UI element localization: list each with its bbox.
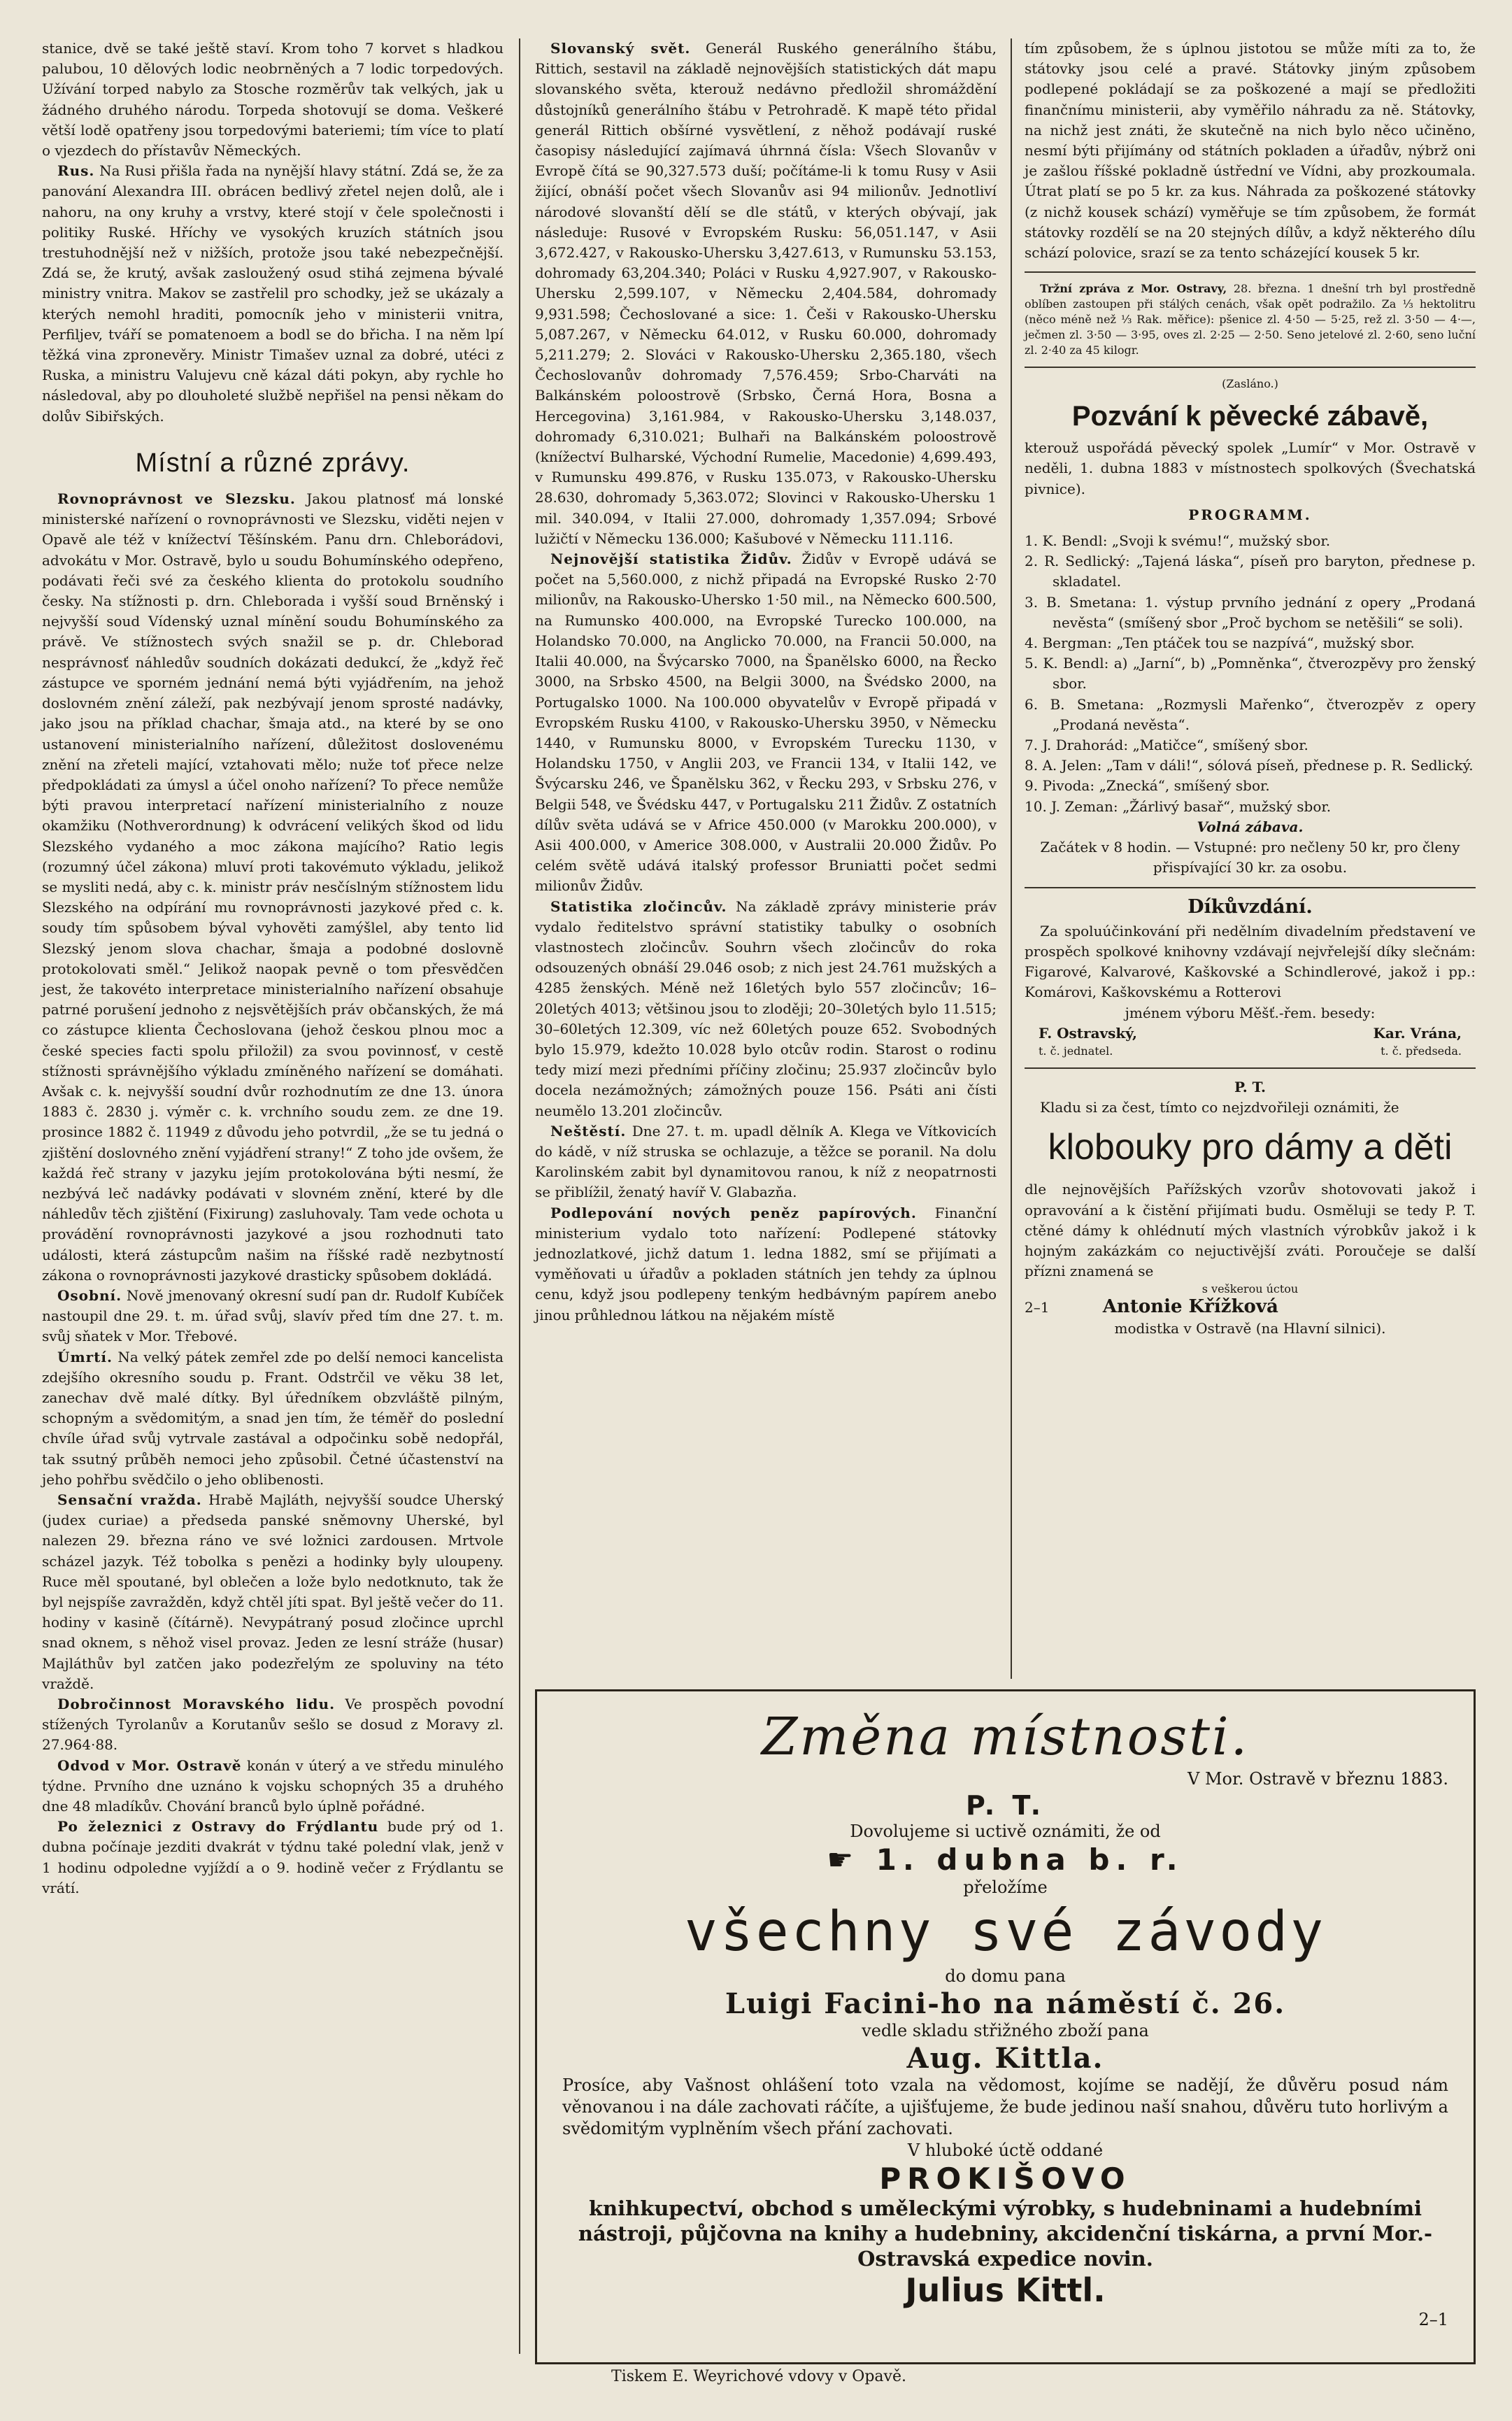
- article-text: Dne 27. t. m. upadl dělník A. Klega ve Vítkovicích do kádě, v níž struska se ochlazuje, a těžce se poranil. Na dolu Karolinském zabit byl dynamitovou ranou, k níž z neopatrnosti se přiblížil, ženatý havíř V. Glabazňa.: [535, 1122, 997, 1201]
- signer-right: Kar. Vrána,: [1373, 1024, 1462, 1042]
- ad-body: Prosíce, aby Vašnost ohlášení toto vzala na vědomost, kojíme se nadějí, že důvěru posud nám věnovanou i na dále zachovati ráčíte, a ujišťujeme, že bude jedinou naší snahou, důvěru tuto horlivým a svědomitým vyplněním všech přání zachovati.: [562, 2075, 1448, 2138]
- article-text: Finanční ministerium vydalo toto nařízení: Podlepené státovky jednozlatkové, jichž datum 1. ledna 1882, smí se přijímati a vyměňovati u úřadův a pokladen státních jen tehdy za úplnou cenu, když jsou podlepeny tenkým hedbávným papírem anebo jinou průhlednou látkou na nějakém místě: [535, 1204, 997, 1323]
- signer-left: F. Ostravský,: [1039, 1024, 1137, 1042]
- program-item: 8. A. Jelen: „Tam v dáli!“, sólová píseň, přednese p. R. Sedlický.: [1025, 757, 1474, 774]
- ad-line3: do domu pana: [945, 1966, 1066, 1986]
- article-odvod: [42, 1756, 504, 1817]
- article-statistika-zidu: [535, 549, 997, 896]
- thanks-text: Za spoluúčinkování při nedělním divadelním představení ve prospěch spolkové knihovny vzdávají nejvřelejší díky slečnám: Figarové, Kalvarové, Kaškovské a Schindlerové, jakož i pp.: Komárovi, Kaškovskému a Rotterovi: [1025, 922, 1476, 1001]
- program-list: [1025, 531, 1476, 817]
- article-dobrocinnost: [42, 1694, 504, 1756]
- pointing-hand-icon: ☛: [827, 1843, 876, 1877]
- continuation-paragraph: tím způsobem, že s úplnou jistotou se může míti za to, že státovky jsou celé a pravé. Státovky jiným způsobem podlepené pokládají se za poškozené a mají se předložiti finančnímu ministerii, aby vyměřilo náhradu za ně. Státovky, na nichž jest znáti, že skutečně na nich bylo něco učiněno, nesmí býti přijímány od státních pokladen a úřadův, nýbrž oni je zašlou říšské pokladně ústřední ve Vídni, aby prozkoumala. Útrat platí se po 5 kr. za kus. Náhrada za poškozené státovky (z nichž kousek schází) vyměřuje se tím způsobem, že formát státovky rozdělí se na 20 stejných dílův, a když některého dílu schází polovice, srazí se za tento scházející kousek 5 kr.: [1025, 40, 1476, 262]
- article-vrazda: [42, 1490, 504, 1694]
- article-head: Osobní.: [57, 1286, 122, 1304]
- ad-line2: přeložíme: [963, 1877, 1048, 1897]
- start-info: Začátek v 8 hodin. — Vstupné: pro nečleny 50 kr, pro členy přispívající 30 kr. za osobu.: [1040, 839, 1460, 876]
- column-divider: [519, 38, 520, 2354]
- article-umrti: [42, 1347, 504, 1490]
- signature-roles: [1025, 1044, 1476, 1059]
- article-osobni: [42, 1286, 504, 1347]
- pt-label: P. T.: [1234, 1078, 1266, 1095]
- ad-line1: Dovolujeme si uctivě oznámiti, že od: [850, 1822, 1161, 1841]
- section-title: Místní a různé zprávy.: [135, 448, 411, 478]
- column-3: [1025, 38, 1476, 1339]
- article-text: Na základě zprávy ministerie práv vydalo ředitelstvo správní statistiky tabulky o osobních vlastnostech zločincův. Souhrn všech zločincův do roka odsouzených obnáší 29.046 osob; z nich jest 24.761 mužských a 4285 ženských. Méně než 16letých bylo 557 zločincův; 16–20letých 4013; většinou jsou to zloději; 20–30letých bylo 11.515; 30–60letých 12.309, víc než 60letých pouze 652. Svobodných bylo 15.979, kdežto 10.028 bylo otcův rodin. Starost o rodinu tedy mizí mezi předními příčiny zločinu; 25.937 zločincův bylo docela nezámožných; zámožných pouze 156. Psáti ani čísti neumělo 13.201 zločincův.: [535, 897, 997, 1119]
- divider: [1025, 367, 1476, 368]
- article-text: Ve prospěch povodní stížených Tyrolanův a Korutanův sešlo se dosud z Moravy zl. 27.964·88.: [42, 1696, 504, 1754]
- intro-paragraph: stanice, dvě se také ještě staví. Krom toho 7 korvet s hladkou palubou, 10 dělových lodic neobrněných a 7 lodic torpedových. Užívání torped nabylo za Stosche rozměrův tak velkých, jak u žádného druhého národu. Torpeda shotovují se doma. Veškeré větší lodě opatřeny jsou torpedovými bateriemi; tím více to platí o vjezdech do přístavův Německých.: [42, 40, 504, 159]
- article-head: Po železnici z Ostravy do Frýdlantu: [57, 1818, 379, 1836]
- hats-intro: Kladu si za čest, tímto co nejzdvořileji oznámiti, že: [1040, 1099, 1399, 1116]
- article-statistika-zlocincu: [535, 897, 997, 1121]
- market-report: [1025, 281, 1476, 358]
- article-head: Sensační vražda.: [57, 1491, 202, 1509]
- relocation-advertisement: [535, 1689, 1476, 2364]
- signer-left-role: t. č. jednatel.: [1039, 1044, 1113, 1058]
- newspaper-page: [42, 38, 1476, 2389]
- thanks-sign: jménem výboru Měšť.-řem. besedy:: [1125, 1004, 1376, 1021]
- article-rus: [42, 161, 504, 427]
- invitation-text: kterouž uspořádá pěvecký spolek „Lumír“ v Mor. Ostravě v neděli, 1. dubna 1883 v místnostech spolkových (Švechatská pivnice).: [1025, 439, 1476, 497]
- zaslano-label: (Zasláno.): [1222, 377, 1278, 391]
- ad-signer: Julius Kittl.: [905, 2271, 1106, 2309]
- divider: [1025, 1067, 1476, 1069]
- program-item: 9. Pivoda: „Znecká“, smíšený sbor.: [1025, 777, 1270, 795]
- hats-owner-sub: modistka v Ostravě (na Hlavní silnici).: [1114, 1319, 1386, 1337]
- ad-number: 2–1: [1418, 2310, 1448, 2329]
- thanks-title: Díkůvzdání.: [1188, 895, 1313, 918]
- ad-headline: všechny své závody: [684, 1901, 1327, 1964]
- article-text: bude prý od 1. dubna počínaje jezditi dvakrát v týdnu také polední vlak, jenž v 1 hodinu odpoledne vyjíždí a o 9. hodině večer z Frýdlantu se vrátí.: [42, 1818, 504, 1896]
- article-rovnopravnost: [42, 489, 504, 1286]
- ad-kittl: Aug. Kittla.: [906, 2042, 1104, 2075]
- article-head: Rovnoprávnost ve Slezsku.: [57, 490, 296, 508]
- program-item: 5. K. Bendl: a) „Jarní“, b) „Pomněnka“, čtverozpěvy pro ženský sbor.: [1025, 655, 1476, 693]
- article-text: Na velký pátek zemřel zde po delší nemoci kancelista zdejšího okresního soudu p. Frant. Odstrčil ve věku 38 let, zanechav dvě malé dítky. Byl úředníkem obzvláště pilným, schopným a svědomitým, a snad jen tím, že téměř do poslední chvíle úřad svůj vytrvale zastával a odpočinku sobě nedopřál, tak ssutný průběh nemoci jeho způsobil. Četné účastenství na jeho pohřbu svědčilo o jeho oblibenosti.: [42, 1348, 504, 1488]
- invitation-title: Pozvání k pěvecké zábavě,: [1071, 401, 1429, 432]
- hats-signature-line: [1025, 1297, 1476, 1318]
- program-title: PROGRAMM.: [1188, 506, 1312, 523]
- article-head: Rus.: [57, 162, 95, 180]
- article-head: Podlepování nových peněz papírových.: [550, 1204, 917, 1221]
- article-head: Neštěstí.: [550, 1122, 627, 1139]
- article-head: Statistika zločincův.: [550, 897, 727, 915]
- article-head: Nejnovější statistika Židův.: [550, 551, 792, 568]
- article-head: Úmrtí.: [57, 1348, 113, 1365]
- ad-respect: V hluboké úctě oddané: [907, 2140, 1104, 2160]
- program-item: 6. B. Smetana: „Rozmysli Mařenko“, čtverozpěv z opery „Prodaná nevěsta“.: [1025, 695, 1476, 733]
- article-nestesti: [535, 1121, 997, 1203]
- article-head: Odvod v Mor. Ostravě: [57, 1756, 242, 1774]
- ad-line4: vedle skladu střižného zboží pana: [862, 2021, 1149, 2040]
- program-item: 4. Bergman: „Ten ptáček tou se nazpívá“, mužský sbor.: [1025, 634, 1415, 652]
- ad-title: Změna místnosti.: [761, 1707, 1250, 1767]
- column-divider: [1011, 38, 1012, 1679]
- printer-footer: Tiskem E. Weyrichové vdovy v Opavě.: [611, 2368, 906, 2385]
- article-text: Na Rusi přišla řada na nynější hlavy státní. Zdá se, že za panování Alexandra III. obrácen bedlivý zřetel nejen dolů, ale i nahoru, na ony kruhy a vrstvy, které stojí v čele společnosti i politiky Ruské. Hříchy ve vysokých kruzích státních jsou trestuhodnější než v nižších, protože jsou také nebezpečnější. Zdá se, že krutý, avšak zasloužený osud stihá zejmena bývalé ministry vnitra. Makov se zastřelil pro schodky, jež se ukázaly a kterých nemohl hraditi, pomocník jeho v ministerii vnitra, Perfiljev, tváří se pomatenoem a bodl se do břicha. I na něm lpí těžká vina zpronevěry. Ministr Timašev uznal za dobré, utéci z Ruska, a ministru Valujevu cně kázal dáti pokyn, aby rychle ho následoval, aby po dlouholeté službě nepřišel na pensi někam do dolův Sibiřských.: [42, 162, 504, 425]
- program-item: 10. J. Zeman: „Žárlivý basař“, mužský sbor.: [1025, 797, 1332, 815]
- ad-place-date: V Mor. Ostravě v březnu 1883.: [1187, 1769, 1448, 1789]
- article-zeleznice: [42, 1817, 504, 1898]
- hats-title: klobouky pro dámy a děti: [1048, 1127, 1453, 1168]
- hats-text: dle nejnovějších Pařížských vzorův shotovovati jakož i opravování a k čistění přijímati budu. Osměluji se tedy P. T. ctěné dámy k ohlédnutí mých vlastních výrobkův jakož i k hojným zakázkám co nejuctivější zváti. Poroučeje se další přízni znamená se: [1025, 1181, 1476, 1280]
- market-head: Tržní zpráva z Mor. Ostravy,: [1040, 282, 1227, 296]
- article-head: Slovanský svět.: [550, 40, 691, 57]
- column-1: [42, 38, 504, 1898]
- column-2: [535, 38, 997, 1326]
- ad-firm-desc: knihkupectví, obchod s uměleckými výrobky, s hudebninami a hudebními nástroji, půjčovna na knihy a hudebniny, akcidenční tiskárna, a první Mor.-Ostravská expedice novin.: [578, 2196, 1433, 2271]
- program-item: 3. B. Smetana: 1. výstup prvního jednání z opery „Prodaná nevěsta“ (smíšený sbor „Proč bychom se netěšili“ se soli).: [1025, 593, 1476, 631]
- market-text: 28. března. 1 dnešní trh byl prostředně oblíben zastoupen při stálých cenách, však opět podražilo. Za ⅓ hektolitru (něco méně než ⅓ Rak. měřice): pšenice zl. 4·50 — 5·25, rež zl. 3·50 — 4·—, ječmen zl. 3·50 — 3·95, oves zl. 2·25 — 2·50. Seno jetelové zl. 2·60, seno luční zl. 2·40 za 45 kilogr.: [1025, 282, 1476, 357]
- program-item: 7. J. Drahorád: „Matičce“, smíšený sbor.: [1025, 737, 1308, 754]
- article-podlepovani: [535, 1203, 997, 1326]
- ad-pt: P. T.: [965, 1790, 1046, 1821]
- hats-owner: Antonie Křížková: [1102, 1296, 1278, 1318]
- volna-zabava: Volná zábava.: [1197, 818, 1304, 835]
- program-item: 2. R. Sedlický: „Tajená láska“, píseň pro baryton, přednese p. skladatel.: [1025, 553, 1476, 590]
- program-item: 1. K. Bendl: „Svoji k svému!“, mužský sbor.: [1025, 532, 1331, 550]
- article-text: Generál Ruského generálního štábu, Rittich, sestavil na základě nejnovějších statistických dát mapu slovanského světa, kterouž nedávno předložil shromáždění důstojníků generálního štábu v Petrohradě. K mapě této přidal generál Rittich obšírné vysvětlení, z něhož podávají ruské časopisy následující zajímavá úhrnná čísla: Všech Slovanův v Evropě čítá se 90,327.573 duší; počítáme-li k tomu Rusy v Asii žijící, obnáší počet všech Slovanův asi 94 milionův. Jednotliví národové slovanští dělí se dle států, v kterých obývají, jak následuje: Rusové v Evropském Rusku: 56,051.147, v Asii 3,672.427, v Rakousko-Uhersku 3,427.613, v Rumunsku 53.153, dohromady 63,204.340; Poláci v Rusku 4,927.907, v Rakousko-Uhersku 2,599.107, v Německu 2,404.584, dohromady 9,931.598; Čechoslované a sice: 1. Češi v Rakousko-Uhersku 5,087.267, v Německu 64.012, v Rusku 60.000, dohromady 5,211.279; 2. Slováci v Rakousko-Uhersku 2,365.180, všech Čechoslovanův dohromady 7,576.459; Srbo-Charváti na Balkánském poloostrově (Srbsko, Černá Hora, Bosna a Hercegovina) 3,161.984, v Rakousko-Uhersku 3,148.037, dohromady 6,310.021; Bulhaři na Balkánském poloostrově (knížectví Bulharské, Východní Rumelie, Macedonie) 4,699.493, v Rumunsku 499.876, v Rusku 135.073, v Rakousko-Uhersku 28.630, dohromady 5,363.072; Slovinci v Rakousko-Uhersku 1 mil. 340.094, v Italii 27.000, dohromady 1,357.094; Srbové lužičtí v Německu 136.000; Kašubové v Německu 111.116.: [535, 40, 997, 547]
- article-text: Židův v Evropě udává se počet na 5,560.000, z nichž připadá na Evropské Rusko 2·70 milionův, na Rakousko-Uhersko 1·50 mil., na Německo 600.500, na Rumunsko 400.000, na Evropské Turecko 100.000, na Holandsko 70.000, na Anglicko 70.000, na Francii 50.000, na Italii 40.000, na Švýcarsko 7000, na Španělsko 6000, na Řecko 3000, na Srbsko 4500, na Belgii 3000, na Švédsko 2000, na Portugalsko 1000. Na 100.000 obyvatelův v Evropě připadá v Evropském Rusku 4100, v Rakousko-Uhersku 3950, v Německu 1440, v Rumunsku 8000, v Evropském Turecku 1130, v Holandsku 1750, v Anglii 203, ve Francii 134, v Italii 142, ve Švýcarsku 246, ve Španělsku 362, v Řecku 293, v Srbsku 276, v Belgii 548, ve Švédsku 447, v Portugalsku 211 Židův. Z ostatních dílův světa udává se v Africe 450.000 (v Marokku 200.000), v Asii 400.000, v Americe 308.000, v Australii 20.000 Židův. Po celém světě udává italský professor Bruniatti počet sedmi milionův Židův.: [535, 551, 997, 895]
- divider: [1025, 887, 1476, 888]
- article-head: Dobročinnost Moravského lidu.: [57, 1696, 336, 1713]
- article-text: konán v úterý a ve středu minulého týdne. Prvního dne uznáno k vojsku schopných 35 a druhého dne 48 mladíkův. Chování branců bylo úplně pořádné.: [42, 1756, 504, 1815]
- signer-right-role: t. č. předseda.: [1381, 1044, 1462, 1058]
- hats-respect: s veškerou úctou: [1201, 1282, 1299, 1296]
- signatures: [1025, 1023, 1476, 1044]
- article-slovansky-svet: [535, 38, 997, 549]
- ad-number: 2–1: [1025, 1299, 1050, 1316]
- divider: [1025, 271, 1476, 273]
- article-text: Jakou platnosť má lonské ministerské nařízení o rovnoprávnosti ve Slezsku, viděti nejen v Opavě ale též v knížectví Těšínském. Panu drn. Chleborádovi, advokátu v Mor. Ostravě, bylo u soudu Bohumínského odepřeno, podávati řeči své za českého klienta do protokolu soudního česky. Na stížnosti p. drn. Chleborada i vyšší soud Brněnský i nejvyšší soud Vídenský uznal mínění soudu Bohumínského za právě. Ve stížnostech svých snažil se p. dr. Chleborad nesprávnosť náhledův soudních dokázati dedukcí, že „když řeč zástupce ve sporném jednání nemá býti vyjádřením, na jehož doslovném znění záleží, pak nezbývají jenom sprosté nadávky, jako jsou na příklad chachar, šmaja atd., na které by se ono ustanovení ministerialního nařízení, důležitost doslovenému znění na zřeteli mající, vztahovati mělo; nuže toť přece nelze předpokládati za úmysl a účel onoho nařízení? To přece nemůže býti pravou interpretací nařízení ministerialního z nouze okamžiku (Nothverordnung) k odvrácení velikých škod od lidu Slezského vydaného a moc zákona majícího? Ratio legis (rozumný účel zákona) mluví proti takovémuto výkladu, jelikož se mysliti nedá, aby c. k. ministr práv nesčíslným stížnostem lidu Slezského na odpírání mu rovnoprávnosti jazykové před c. k. soudy tím spůsobem býval vyhověti zamýšlel, aby tento lid Slezský jenom slova chachar, šmaja a podobné doslovně protokolovati směl.“ Jelikož naopak pevně o tom přesvědčen jest, že takovéto interpretace ministerialního nařízení obsahuje patrné porušení jednoho z nejsvětějších práv občanských, že má co zástupce klienta Čechoslovana (jehož českou plnou moc a české species facti spolu přiložil) za svou povinnosť, v cestě stížnosti správnějšího výkladu zmíněného nařízení se domáhati. Avšak c. k. nejvyšší soudní dvůr rozhodnutím ze dne 13. února 1883 č. 2830 j. výměr c. k. vrchního soudu zem. ze dne 19. prosince 1882 č. 11949 z důvodu jeho potvrdil, „že se tu jedná o zjištění doslovného znění vyjádření strany!“ Z toho jde ovšem, že každá řeč strany v jazyku jejím protokolována býti nesmí, že nezbývá leč nadávky podávati v slovném znění, které by dle náhledův těch zjištění (Fixirung) zasluhovaly. Tam vede ochota u provádění rovnoprávnosti jazykové a jsou rozhodnuti tato události, která zástupcům našim na říšské radě nezbytností zákona o rovnoprávnosti jazykové drasticky spůsobem dokládá.: [42, 490, 504, 1284]
- ad-date-text: 1. dubna b. r.: [876, 1843, 1184, 1877]
- article-text: Nově jmenovaný okresní sudí pan dr. Rudolf Kubíček nastoupil dne 29. t. m. úřad svůj, slavív před tím dne 27. t. m. svůj sňatek v Mor. Třebové.: [42, 1286, 504, 1345]
- ad-owner: Luigi Facini-ho na náměstí č. 26.: [725, 1987, 1286, 2020]
- article-text: Hrabě Majláth, nejvyšší soudce Uherský (judex curiae) a předseda panské sněmovny Uherské, byl nalezen 29. března ráno ve své ložnici zardousen. Mrtvole scházel jazyk. Též tobolka s penězi a hodinky byly uloupeny. Ruce měl spoutané, byl oblečen a lože bylo nedotknuto, tak že byl nejspíše zavražděn, když chtěl jíti spat. Byl ještě večer do 11. hodiny v kasině (čítárně). Nevypátraný posud zločince uprchl snad oknem, s něhož visel provaz. Jeden ze lesní stráže (husar) Majláthův byl zatčen jako podezřelým ze spoluviny na této vraždě.: [42, 1491, 504, 1692]
- ad-date: [562, 1843, 1448, 1877]
- ad-firm: PROKIŠOVO: [879, 2161, 1132, 2196]
